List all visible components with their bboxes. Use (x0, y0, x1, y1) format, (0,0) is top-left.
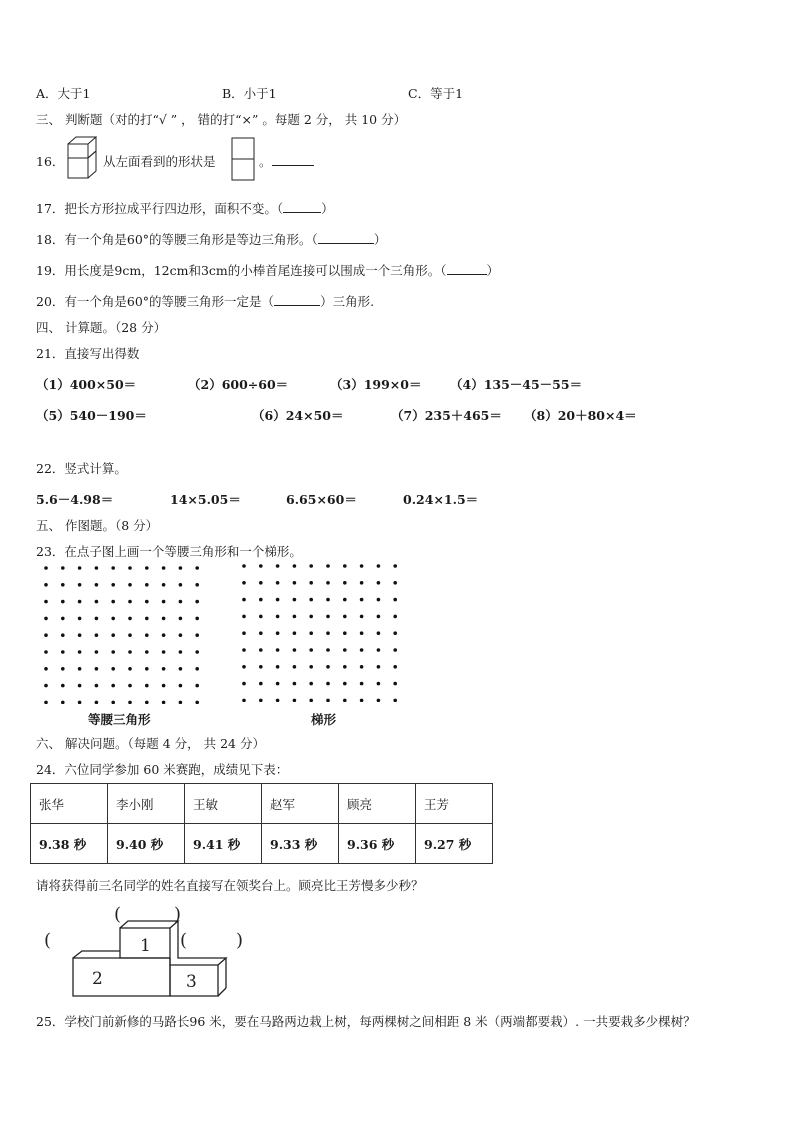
podium-paren-top-open: ( (114, 904, 122, 925)
q18-text: 18．有一个角是60°的等腰三角形是等边三角形。（ (36, 232, 318, 247)
grid-dot[interactable] (377, 581, 381, 585)
grid-dot[interactable] (393, 648, 397, 652)
q25-question: 25．学校门前新修的马路长96 米，要在马路两边栽上树，每两棵树之间相距 8 米（两端都要栽）. 一共要栽多少棵树？ (36, 1014, 696, 1029)
grid-dot[interactable] (44, 633, 48, 637)
grid-dot[interactable] (128, 566, 132, 570)
grid-dot[interactable] (179, 650, 183, 654)
grid-dot[interactable] (309, 564, 313, 568)
grid-dot[interactable] (162, 701, 166, 704)
q21-item-6: （6）24×50＝ (252, 408, 344, 423)
grid-dot[interactable] (179, 600, 183, 604)
podium-paren-left-open: ( (44, 930, 52, 951)
grid-dot[interactable] (293, 564, 297, 568)
q21-item-4: （4）135－45－55＝ (450, 377, 583, 392)
grid-dot[interactable] (242, 615, 246, 619)
option-c: C．等于1 (408, 86, 464, 101)
dot-grid-right[interactable] (238, 560, 408, 702)
grid-dot[interactable] (293, 598, 297, 602)
grid-dot[interactable] (128, 667, 132, 671)
grid-dot[interactable] (293, 631, 297, 635)
grid-dot[interactable] (44, 617, 48, 621)
name-cell: 王敏 (185, 784, 262, 824)
grid-dot[interactable] (276, 665, 280, 669)
name-cell: 顾亮 (339, 784, 416, 824)
grid-dot[interactable] (111, 617, 115, 621)
grid-dot[interactable] (393, 682, 397, 686)
grid-dot[interactable] (145, 667, 149, 671)
grid-dot[interactable] (128, 633, 132, 637)
cube-stack-icon (66, 134, 100, 184)
grid-dot[interactable] (276, 631, 280, 635)
grid-dot[interactable] (111, 566, 115, 570)
grid-dot[interactable] (377, 699, 381, 702)
grid-dot[interactable] (343, 648, 347, 652)
grid-dot[interactable] (326, 631, 330, 635)
grid-dot[interactable] (242, 581, 246, 585)
grid-dot[interactable] (61, 684, 65, 688)
section5-heading: 五、 作图题。（8 分） (36, 518, 159, 533)
table-row (31, 784, 493, 824)
grid-dot[interactable] (95, 633, 99, 637)
grid-dot[interactable] (343, 598, 347, 602)
grid-dot[interactable] (145, 684, 149, 688)
grid-dot[interactable] (393, 631, 397, 635)
grid-dot[interactable] (309, 631, 313, 635)
q22-item-1: 5.6－4.98＝ (36, 492, 114, 507)
grid-dot[interactable] (179, 633, 183, 637)
grid-dot[interactable] (242, 682, 246, 686)
grid-dot[interactable] (360, 598, 364, 602)
q20-question (36, 292, 374, 310)
grid-dot[interactable] (393, 699, 397, 702)
q21-item-3: （3）199×0＝ (330, 377, 422, 392)
grid-dot[interactable] (242, 665, 246, 669)
grid-dot[interactable] (145, 617, 149, 621)
grid-dot[interactable] (95, 583, 99, 587)
grid-dot[interactable] (78, 667, 82, 671)
q18-question (36, 230, 386, 248)
grid-dot[interactable] (95, 566, 99, 570)
grid-dot[interactable] (179, 701, 183, 704)
grid-dot[interactable] (393, 615, 397, 619)
q19-answer-blank[interactable] (447, 263, 487, 275)
score-table (30, 783, 493, 864)
grid-dot[interactable] (195, 617, 199, 621)
grid-dot[interactable] (326, 665, 330, 669)
grid-dot[interactable] (259, 615, 263, 619)
q21-item-5: （5）540－190＝ (36, 408, 147, 423)
q21-item-8: （8）20＋80×4＝ (524, 408, 637, 423)
grid-dot[interactable] (78, 684, 82, 688)
grid-dot[interactable] (360, 682, 364, 686)
q22-title: 22．竖式计算。 (36, 461, 127, 476)
grid-dot[interactable] (309, 615, 313, 619)
time-cell: 9.41 秒 (185, 824, 262, 864)
q22-item-2: 14×5.05＝ (170, 492, 241, 507)
grid-dot[interactable] (95, 667, 99, 671)
grid-dot[interactable] (111, 633, 115, 637)
grid-dot[interactable] (61, 566, 65, 570)
podium-paren-right-close: ) (236, 930, 244, 951)
grid-dot[interactable] (44, 650, 48, 654)
grid-dot[interactable] (259, 564, 263, 568)
name-cell: 张华 (31, 784, 108, 824)
grid-dot[interactable] (326, 598, 330, 602)
grid-dot[interactable] (128, 650, 132, 654)
grid-dot[interactable] (326, 615, 330, 619)
q23-title: 23．在点子图上画一个等腰三角形和一个梯形。 (36, 544, 302, 559)
grid-dot[interactable] (293, 581, 297, 585)
grid-dot[interactable] (195, 701, 199, 704)
grid-dot[interactable] (78, 583, 82, 587)
grid-dot[interactable] (360, 648, 364, 652)
grid-dot[interactable] (44, 701, 48, 704)
grid-dot[interactable] (377, 564, 381, 568)
grid-dot[interactable] (44, 583, 48, 587)
grid-dot[interactable] (393, 564, 397, 568)
grid-dot[interactable] (326, 682, 330, 686)
q17-close: ） (321, 201, 334, 216)
grid-dot[interactable] (377, 631, 381, 635)
grid-dot[interactable] (128, 617, 132, 621)
q21-title: 21．直接写出得数 (36, 346, 140, 361)
grid-dot[interactable] (95, 684, 99, 688)
podium-paren-right-open: ( (180, 930, 188, 951)
grid-dot[interactable] (360, 564, 364, 568)
grid-dot[interactable] (276, 564, 280, 568)
grid-dot[interactable] (309, 598, 313, 602)
grid-dot[interactable] (195, 600, 199, 604)
grid-dot[interactable] (293, 699, 297, 702)
grid-dot[interactable] (377, 665, 381, 669)
q22-item-4: 0.24×1.5＝ (403, 492, 479, 507)
grid-dot[interactable] (128, 600, 132, 604)
q17-text: 17．把长方形拉成平行四边形，面积不变。（ (36, 201, 284, 216)
q18-answer-blank[interactable] (318, 232, 374, 244)
grid-dot[interactable] (326, 581, 330, 585)
grid-dot[interactable] (259, 598, 263, 602)
grid-dot[interactable] (276, 598, 280, 602)
q16-text-b: 。 (259, 154, 272, 169)
grid-dot[interactable] (162, 684, 166, 688)
q16-answer-blank[interactable] (272, 154, 314, 166)
grid-dot[interactable] (360, 631, 364, 635)
grid-dot[interactable] (309, 682, 313, 686)
q19-text: 19．用长度是9cm，12cm和3cm的小棒首尾连接可以围成一个三角形。（ (36, 263, 447, 278)
grid-dot[interactable] (393, 581, 397, 585)
grid-dot[interactable] (61, 701, 65, 704)
grid-dot[interactable] (162, 650, 166, 654)
grid-dot[interactable] (61, 633, 65, 637)
grid-dot[interactable] (44, 600, 48, 604)
grid-dot[interactable] (242, 564, 246, 568)
grid-dot[interactable] (44, 684, 48, 688)
grid-dot[interactable] (78, 617, 82, 621)
grid-dot[interactable] (195, 566, 199, 570)
grid-dot[interactable] (360, 581, 364, 585)
grid-dot[interactable] (343, 615, 347, 619)
q17-question (36, 199, 334, 217)
grid-dot[interactable] (179, 617, 183, 621)
grid-dot[interactable] (293, 648, 297, 652)
q17-answer-blank[interactable] (283, 201, 321, 213)
grid-dot[interactable] (61, 617, 65, 621)
grid-dot[interactable] (326, 648, 330, 652)
q24-question: 请将获得前三名同学的姓名直接写在领奖台上。顾亮比王芳慢多少秒？ (36, 878, 424, 893)
grid-dot[interactable] (393, 598, 397, 602)
grid-dot[interactable] (259, 581, 263, 585)
grid-dot[interactable] (393, 665, 397, 669)
grid-dot[interactable] (326, 699, 330, 702)
name-cell: 王芳 (416, 784, 493, 824)
grid-dot[interactable] (195, 633, 199, 637)
grid-dot[interactable] (259, 648, 263, 652)
grid-dot[interactable] (145, 650, 149, 654)
grid-dot[interactable] (360, 665, 364, 669)
q21-item-1: （1）400×50＝ (36, 377, 137, 392)
grid-dot[interactable] (343, 682, 347, 686)
grid-dot[interactable] (195, 667, 199, 671)
name-cell: 赵军 (262, 784, 339, 824)
grid-label-left: 等腰三角形 (88, 712, 151, 727)
grid-dot[interactable] (78, 600, 82, 604)
grid-dot[interactable] (377, 682, 381, 686)
grid-dot[interactable] (111, 650, 115, 654)
grid-dot[interactable] (377, 598, 381, 602)
section6-heading: 六、 解决问题。（每题 4 分， 共 24 分） (36, 736, 265, 751)
section4-heading: 四、 计算题。（28 分） (36, 320, 167, 335)
grid-dot[interactable] (95, 650, 99, 654)
grid-dot[interactable] (111, 667, 115, 671)
q20-answer-blank[interactable] (274, 294, 320, 306)
grid-dot[interactable] (259, 682, 263, 686)
q16-text-a: 从左面看到的形状是 (103, 154, 216, 169)
time-cell: 9.38 秒 (31, 824, 108, 864)
time-cell: 9.40 秒 (108, 824, 185, 864)
q16-number: 16． (36, 154, 65, 169)
q20-text: 20．有一个角是60°的等腰三角形一定是（ (36, 294, 275, 309)
q22-item-3: 6.65×60＝ (286, 492, 357, 507)
time-cell: 9.27 秒 (416, 824, 493, 864)
grid-dot[interactable] (343, 699, 347, 702)
grid-dot[interactable] (293, 682, 297, 686)
time-cell: 9.33 秒 (262, 824, 339, 864)
grid-dot[interactable] (195, 650, 199, 654)
grid-dot[interactable] (128, 701, 132, 704)
grid-dot[interactable] (276, 581, 280, 585)
grid-dot[interactable] (44, 667, 48, 671)
podium-place-1: 1 (140, 936, 151, 956)
grid-dot[interactable] (242, 648, 246, 652)
grid-dot[interactable] (162, 633, 166, 637)
grid-dot[interactable] (162, 600, 166, 604)
section3-heading: 三、 判断题（对的打“√ ” ， 错的打“×” 。每题 2 分， 共 10 分） (36, 112, 407, 127)
grid-dot[interactable] (162, 566, 166, 570)
time-cell: 9.36 秒 (339, 824, 416, 864)
grid-dot[interactable] (179, 566, 183, 570)
grid-dot[interactable] (145, 600, 149, 604)
grid-dot[interactable] (195, 684, 199, 688)
q19-close: ） (486, 263, 500, 278)
grid-dot[interactable] (111, 701, 115, 704)
grid-dot[interactable] (145, 701, 149, 704)
grid-dot[interactable] (95, 600, 99, 604)
grid-dot[interactable] (78, 633, 82, 637)
grid-dot[interactable] (78, 701, 82, 704)
grid-dot[interactable] (360, 615, 364, 619)
grid-dot[interactable] (309, 665, 313, 669)
grid-dot[interactable] (309, 699, 313, 702)
grid-dot[interactable] (309, 648, 313, 652)
q21-item-7: （7）235＋465＝ (391, 408, 502, 423)
grid-dot[interactable] (128, 684, 132, 688)
grid-dot[interactable] (276, 682, 280, 686)
q24-title: 24．六位同学参加 60 米赛跑，成绩见下表： (36, 762, 289, 777)
option-a: A．大于1 (36, 86, 91, 101)
left-view-shape-icon (231, 137, 257, 182)
grid-dot[interactable] (145, 633, 149, 637)
grid-dot[interactable] (61, 583, 65, 587)
grid-dot[interactable] (259, 631, 263, 635)
grid-dot[interactable] (242, 598, 246, 602)
grid-dot[interactable] (195, 583, 199, 587)
grid-dot[interactable] (61, 650, 65, 654)
grid-dot[interactable] (145, 566, 149, 570)
grid-dot[interactable] (242, 699, 246, 702)
dot-grid-left[interactable] (40, 562, 210, 704)
grid-dot[interactable] (162, 583, 166, 587)
podium-icon (40, 898, 260, 1002)
grid-dot[interactable] (343, 631, 347, 635)
grid-dot[interactable] (259, 699, 263, 702)
grid-dot[interactable] (111, 684, 115, 688)
podium-paren-top-close: ) (174, 904, 182, 925)
grid-dot[interactable] (179, 667, 183, 671)
grid-dot[interactable] (95, 701, 99, 704)
podium-place-2: 2 (92, 969, 103, 989)
name-cell: 李小刚 (108, 784, 185, 824)
grid-dot[interactable] (309, 581, 313, 585)
grid-dot[interactable] (276, 699, 280, 702)
grid-dot[interactable] (326, 564, 330, 568)
grid-dot[interactable] (162, 667, 166, 671)
grid-dot[interactable] (111, 600, 115, 604)
grid-dot[interactable] (242, 631, 246, 635)
grid-dot[interactable] (377, 648, 381, 652)
grid-dot[interactable] (111, 583, 115, 587)
q18-close: ） (373, 232, 387, 247)
grid-dot[interactable] (293, 615, 297, 619)
grid-dot[interactable] (44, 566, 48, 570)
grid-dot[interactable] (377, 615, 381, 619)
grid-dot[interactable] (343, 665, 347, 669)
grid-dot[interactable] (259, 665, 263, 669)
grid-dot[interactable] (128, 583, 132, 587)
grid-dot[interactable] (179, 684, 183, 688)
grid-dot[interactable] (145, 583, 149, 587)
grid-dot[interactable] (61, 600, 65, 604)
q20-close: ）三角形. (320, 294, 375, 309)
grid-dot[interactable] (343, 581, 347, 585)
option-b: B．小于1 (222, 86, 277, 101)
grid-dot[interactable] (360, 699, 364, 702)
q19-question (36, 261, 499, 279)
q21-item-2: （2）600÷60＝ (188, 377, 289, 392)
grid-dot[interactable] (293, 665, 297, 669)
grid-dot[interactable] (78, 650, 82, 654)
podium-place-3: 3 (186, 972, 197, 992)
grid-dot[interactable] (343, 564, 347, 568)
grid-dot[interactable] (179, 583, 183, 587)
grid-dot[interactable] (276, 648, 280, 652)
grid-label-right: 梯形 (311, 712, 337, 727)
grid-dot[interactable] (95, 617, 99, 621)
table-row (31, 824, 493, 864)
grid-dot[interactable] (276, 615, 280, 619)
grid-dot[interactable] (162, 617, 166, 621)
grid-dot[interactable] (78, 566, 82, 570)
grid-dot[interactable] (61, 667, 65, 671)
